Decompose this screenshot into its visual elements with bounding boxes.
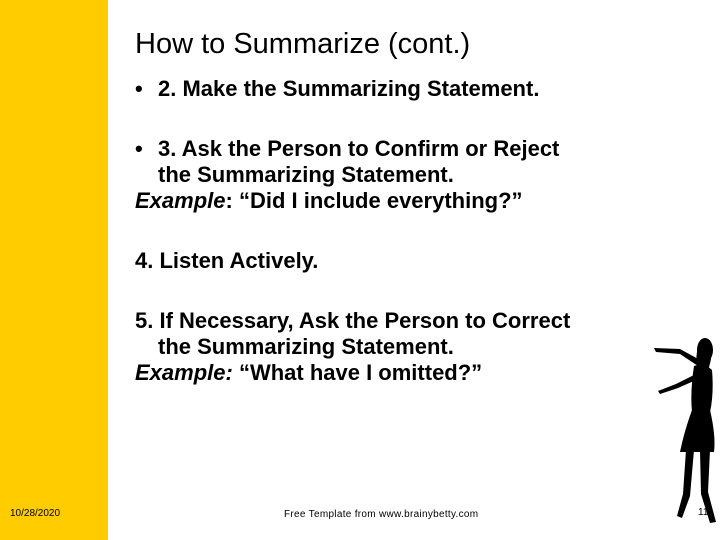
bullet-icon: •: [135, 136, 143, 161]
example-quote: “Did I include everything?”: [232, 188, 523, 213]
left-accent-band: [0, 0, 108, 540]
page-number: 11: [698, 507, 709, 518]
bullet-item-text: 3. Ask the Person to Confirm or Reject: [158, 136, 560, 161]
bullet-item-3: [135, 136, 695, 162]
example-line-2: [135, 360, 695, 386]
example-colon: :: [225, 188, 233, 213]
item-5-continuation: the Summarizing Statement.: [158, 334, 454, 359]
example-line-1: [135, 188, 695, 214]
example-label: Example:: [135, 360, 233, 385]
item-4: 4. Listen Actively.: [135, 248, 319, 273]
bullet-item-continuation: the Summarizing Statement.: [158, 162, 454, 187]
slide-title: How to Summarize (cont.): [135, 28, 471, 60]
item-5: 5. If Necessary, Ask the Person to Correct: [135, 308, 571, 333]
bullet-item-text: 2. Make the Summarizing Statement.: [158, 76, 540, 101]
slide-body: [135, 76, 695, 386]
woman-silhouette-icon: [650, 336, 720, 530]
footer-credit: Free Template from www.brainybetty.com: [284, 509, 479, 520]
bullet-icon: •: [135, 76, 143, 101]
example-label: Example: [135, 188, 226, 213]
example-quote: “What have I omitted?”: [232, 360, 483, 385]
bullet-item-2: [135, 76, 695, 102]
footer-date: 10/28/2020: [10, 508, 61, 519]
